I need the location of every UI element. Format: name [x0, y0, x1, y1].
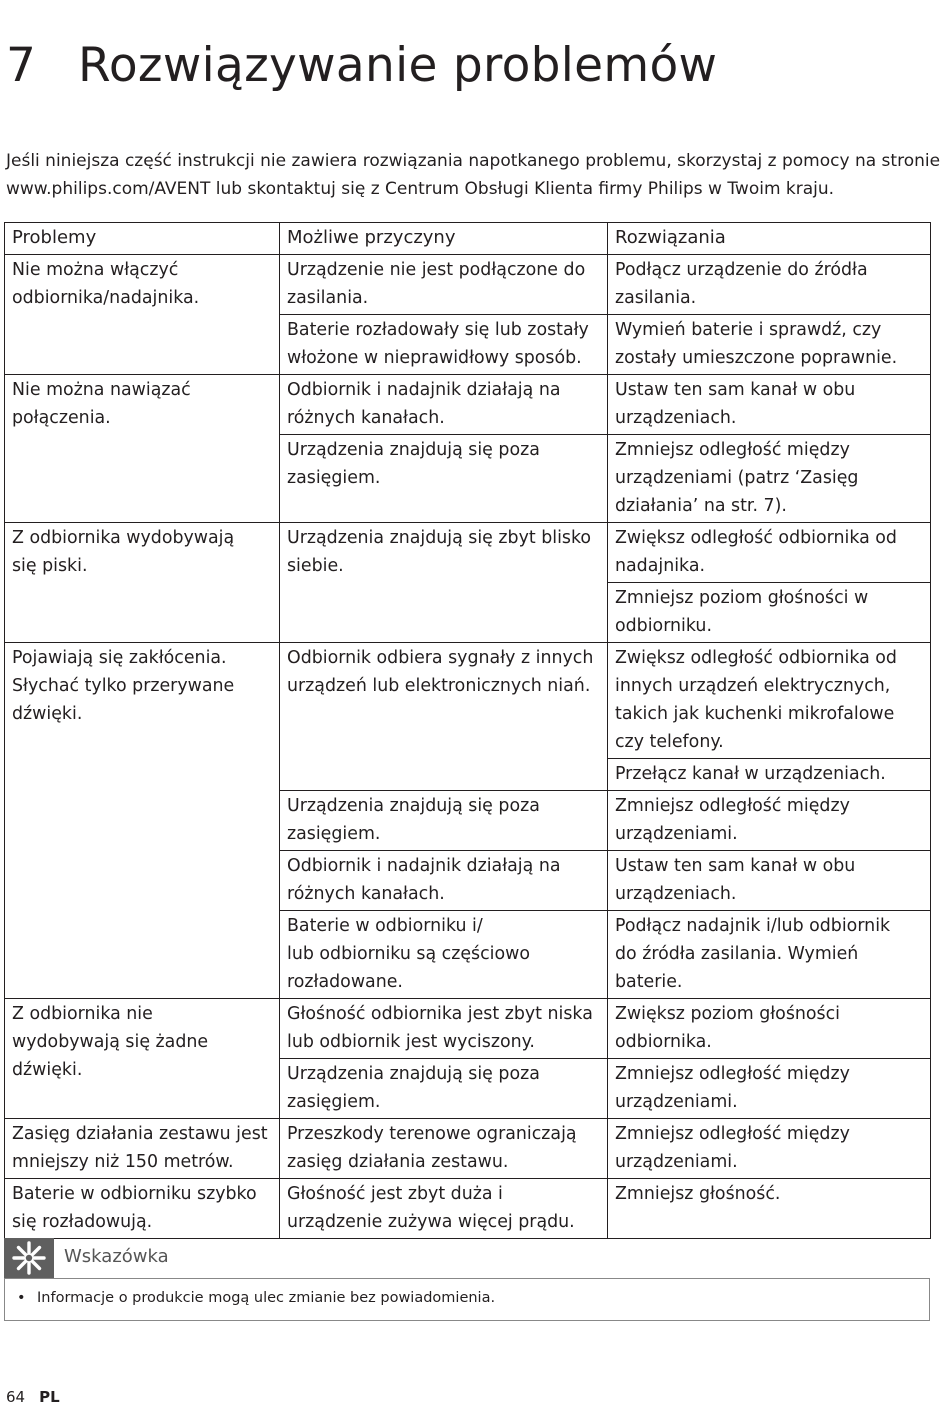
cause-cell: Głośność jest zbyt duża i urządzenie zużywa więcej prądu. — [280, 1179, 608, 1239]
solution-cell: Przełącz kanał w urządzeniach. — [608, 759, 931, 791]
solution-cell: Podłącz urządzenie do źródła zasilania. — [608, 255, 931, 315]
solution-cell: Zmniejsz odległość między urządzeniami. — [608, 1119, 931, 1179]
table-row — [5, 375, 931, 435]
solution-cell: Wymień baterie i sprawdź, czy zostały umieszczone poprawnie. — [608, 315, 931, 375]
solution-cell: Ustaw ten sam kanał w obu urządzeniach. — [608, 851, 931, 911]
cause-cell: Przeszkody terenowe ograniczają zasięg działania zestawu. — [280, 1119, 608, 1179]
cause-cell: Odbiornik odbiera sygnały z innych urządzeń lub elektronicznych niań. — [280, 643, 608, 791]
tip-header — [4, 1238, 930, 1278]
chapter-title: Rozwiązywanie problemów — [78, 38, 718, 93]
table-row — [5, 643, 931, 759]
problem-cell: Nie można włączyć odbiornika/nadajnika. — [5, 255, 280, 375]
solution-cell: Zmniejsz odległość między urządzeniami. — [608, 791, 931, 851]
table-row — [5, 255, 931, 315]
solution-cell: Zwiększ odległość odbiornika od nadajnika. — [608, 523, 931, 583]
solution-cell: Zwiększ poziom głośności odbiornika. — [608, 999, 931, 1059]
cause-cell: Baterie w odbiorniku i/ lub odbiorniku są częściowo rozładowane. — [280, 911, 608, 999]
solution-cell: Zwiększ odległość odbiornika od innych urządzeń elektrycznych, takich jak kuchenki mikrofalowe czy telefony. — [608, 643, 931, 759]
table-header-row — [5, 223, 931, 255]
cause-cell: Głośność odbiornika jest zbyt niska lub odbiornik jest wyciszony. — [280, 999, 608, 1059]
table-row — [5, 1119, 931, 1179]
problem-cell: Z odbiornika wydobywają się piski. — [5, 523, 280, 643]
cause-cell: Odbiornik i nadajnik działają na różnych kanałach. — [280, 375, 608, 435]
problem-cell: Pojawiają się zakłócenia. Słychać tylko przerywane dźwięki. — [5, 643, 280, 999]
table-row — [5, 1179, 931, 1239]
cause-cell: Urządzenia znajdują się poza zasięgiem. — [280, 791, 608, 851]
bullet: • — [17, 1290, 26, 1306]
cause-cell: Urządzenia znajdują się poza zasięgiem. — [280, 1059, 608, 1119]
problem-cell: Zasięg działania zestawu jest mniejszy niż 150 metrów. — [5, 1119, 280, 1179]
solution-cell: Zmniejsz odległość między urządzeniami (patrz ‘Zasięg działania’ na str. 7). — [608, 435, 931, 523]
solution-cell: Podłącz nadajnik i/lub odbiornik do źródła zasilania. Wymień baterie. — [608, 911, 931, 999]
cause-cell: Urządzenia znajdują się zbyt blisko siebie. — [280, 523, 608, 643]
solution-cell: Ustaw ten sam kanał w obu urządzeniach. — [608, 375, 931, 435]
chapter-number: 7 — [6, 38, 37, 93]
troubleshooting-table — [4, 222, 931, 1239]
problem-cell: Z odbiornika nie wydobywają się żadne dźwięki. — [5, 999, 280, 1119]
page-number: 64 — [6, 1388, 26, 1406]
language-code: PL — [39, 1388, 60, 1406]
cause-cell: Urządzenia znajdują się poza zasięgiem. — [280, 435, 608, 523]
header-problems: Problemy — [5, 223, 280, 255]
problem-cell: Baterie w odbiorniku szybko się rozładowują. — [5, 1179, 280, 1239]
page-title — [6, 36, 717, 96]
solution-cell: Zmniejsz głośność. — [608, 1179, 931, 1239]
tip-text: Informacje o produkcie mogą ulec zmianie bez powiadomienia. — [37, 1290, 496, 1306]
cause-cell: Urządzenie nie jest podłączone do zasilania. — [280, 255, 608, 315]
cause-cell: Odbiornik i nadajnik działają na różnych kanałach. — [280, 851, 608, 911]
table-row — [5, 999, 931, 1059]
tip-box — [4, 1278, 930, 1321]
tip-label: Wskazówka — [64, 1246, 169, 1267]
cause-cell: Baterie rozładowały się lub zostały włożone w nieprawidłowy sposób. — [280, 315, 608, 375]
problem-cell: Nie można nawiązać połączenia. — [5, 375, 280, 523]
table-row — [5, 523, 931, 583]
solution-cell: Zmniejsz poziom głośności w odbiorniku. — [608, 583, 931, 643]
page-footer — [6, 1388, 60, 1406]
solution-cell: Zmniejsz odległość między urządzeniami. — [608, 1059, 931, 1119]
tip-item — [17, 1290, 495, 1306]
header-solutions: Rozwiązania — [608, 223, 931, 255]
intro-paragraph: Jeśli niniejsza część instrukcji nie zawiera rozwiązania napotkanego problemu, skorzystaj z pomocy na stronie www.philips.com/AVENT lub skontaktuj się z Centrum Obsługi Klienta firmy Philips w Twoim kraju. — [6, 151, 941, 199]
header-causes: Możliwe przyczyny — [280, 223, 608, 255]
asterisk-icon — [4, 1238, 54, 1278]
